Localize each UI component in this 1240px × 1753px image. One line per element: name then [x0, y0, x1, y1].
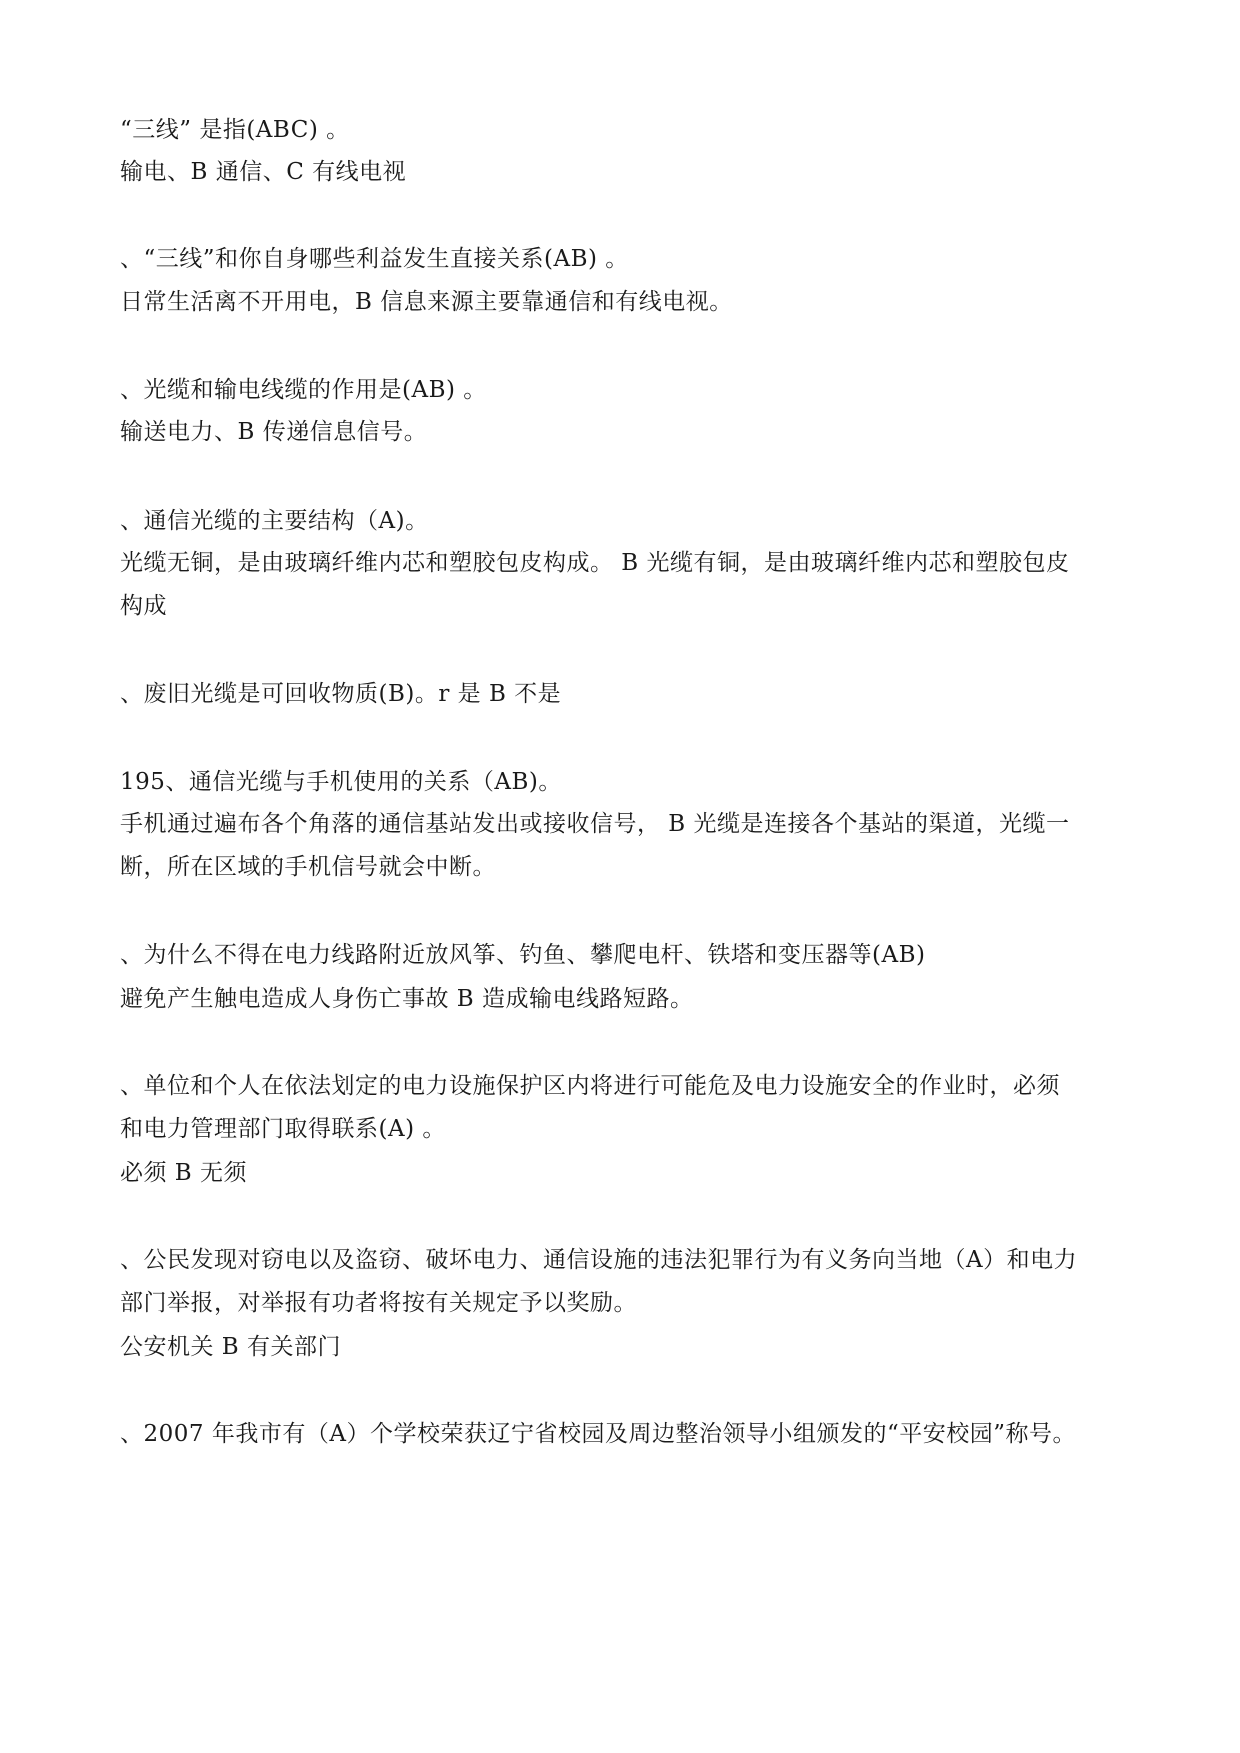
question-2: 、“三线”和你自身哪些利益发生直接关系(AB) 。 [120, 246, 629, 272]
answer-6-line-1: 手机通过遍布各个角落的通信基站发出或接收信号， B 光缆是连接各个基站的渠道，光缆一 [120, 811, 1070, 837]
answer-1: 输电、B 通信、C 有线电视 [120, 159, 407, 185]
answer-3: 输送电力、B 传递信息信号。 [120, 419, 428, 445]
answer-4-line-2: 构成 [120, 593, 167, 619]
answer-4-line-1: 光缆无铜，是由玻璃纤维内芯和塑胶包皮构成。 B 光缆有铜，是由玻璃纤维内芯和塑胶包皮 [120, 550, 1070, 576]
question-5: 、废旧光缆是可回收物质(B)。r 是 B 不是 [120, 681, 562, 707]
answer-6-line-2: 断，所在区域的手机信号就会中断。 [120, 854, 496, 880]
question-4: 、通信光缆的主要结构（A)。 [120, 508, 429, 534]
question-9-line-2: 部门举报，对举报有功者将按有关规定予以奖励。 [120, 1290, 637, 1316]
answer-8: 必须 B 无须 [120, 1160, 248, 1186]
question-10: 、2007 年我市有（A）个学校荣获辽宁省校园及周边整治领导小组颁发的“平安校园”称号。 [120, 1421, 1076, 1447]
question-1: “三线” 是指(ABC) 。 [120, 117, 350, 143]
answer-9: 公安机关 B 有关部门 [120, 1334, 342, 1360]
question-6: 195、通信光缆与手机使用的关系（AB)。 [120, 769, 562, 795]
answer-7: 避免产生触电造成人身伤亡事故 B 造成输电线路短路。 [120, 986, 694, 1012]
question-8-line-2: 和电力管理部门取得联系(A) 。 [120, 1116, 446, 1142]
question-3: 、光缆和输电线缆的作用是(AB) 。 [120, 377, 487, 403]
question-8-line-1: 、单位和个人在依法划定的电力设施保护区内将进行可能危及电力设施安全的作业时，必须 [120, 1073, 1060, 1099]
answer-2: 日常生活离不开用电，B 信息来源主要靠通信和有线电视。 [120, 289, 733, 315]
question-9-line-1: 、公民发现对窃电以及盗窃、破坏电力、通信设施的违法犯罪行为有义务向当地（A）和电力 [120, 1247, 1078, 1273]
question-7: 、为什么不得在电力线路附近放风筝、钓鱼、攀爬电杆、铁塔和变压器等(AB) [120, 942, 926, 968]
